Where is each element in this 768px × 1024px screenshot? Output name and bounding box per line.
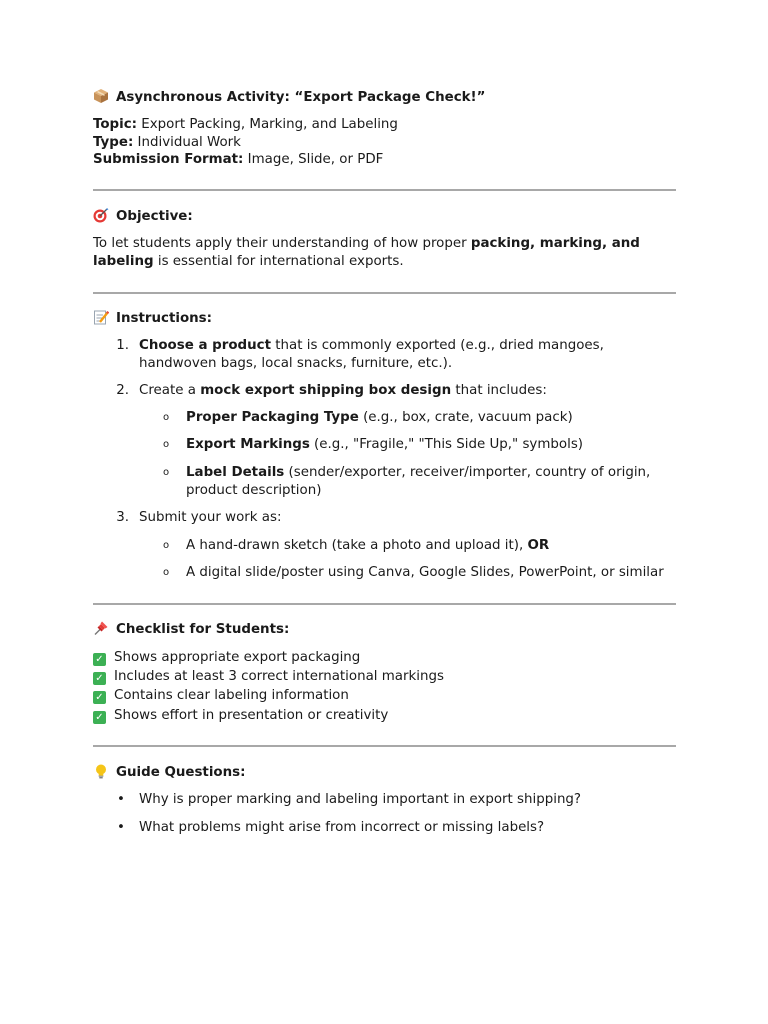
objective-heading-text: Objective: [116, 209, 193, 224]
title-text: Asynchronous Activity: “Export Package Check!” [116, 90, 486, 105]
type-line [93, 134, 241, 152]
divider [93, 292, 676, 294]
instructions-heading [93, 309, 212, 328]
pushpin-icon [93, 620, 109, 636]
activity-title [93, 88, 485, 107]
type-value: Individual Work [133, 135, 241, 150]
divider [93, 745, 676, 747]
divider [93, 603, 676, 605]
objective-line-2: labeling is essential for international exports. [93, 254, 404, 269]
guide-heading [93, 763, 245, 782]
checkbox-checked-icon: ✓ [93, 691, 106, 704]
format-line [93, 151, 383, 169]
checklist-item: ✓ Includes at least 3 correct international markings [93, 668, 444, 686]
objective-heading [93, 207, 193, 226]
checklist-item: ✓ Shows appropriate export packaging [93, 649, 360, 667]
topic-line [93, 116, 398, 134]
checkbox-checked-icon: ✓ [93, 672, 106, 685]
type-label: Type: [93, 135, 134, 150]
checklist-heading-text: Checklist for Students: [116, 622, 290, 637]
memo-icon [93, 309, 109, 325]
package-icon [93, 88, 109, 104]
topic-label: Topic: [93, 117, 138, 132]
instructions-heading-text: Instructions: [116, 311, 213, 326]
checkbox-checked-icon: ✓ [93, 653, 106, 666]
checkbox-checked-icon: ✓ [93, 711, 106, 724]
target-icon [93, 207, 109, 223]
format-value: Image, Slide, or PDF [243, 152, 384, 167]
checklist-heading [93, 620, 289, 639]
divider [93, 189, 676, 191]
checklist-item: ✓ Contains clear labeling information [93, 687, 349, 705]
light-bulb-icon [93, 763, 109, 779]
format-label: Submission Format: [93, 152, 244, 167]
guide-heading-text: Guide Questions: [116, 765, 246, 780]
checklist-item: ✓ Shows effort in presentation or creativity [93, 707, 388, 725]
topic-value: Export Packing, Marking, and Labeling [137, 117, 398, 132]
objective-line-1: To let students apply their understanding of how proper packing, marking, and [93, 236, 640, 251]
